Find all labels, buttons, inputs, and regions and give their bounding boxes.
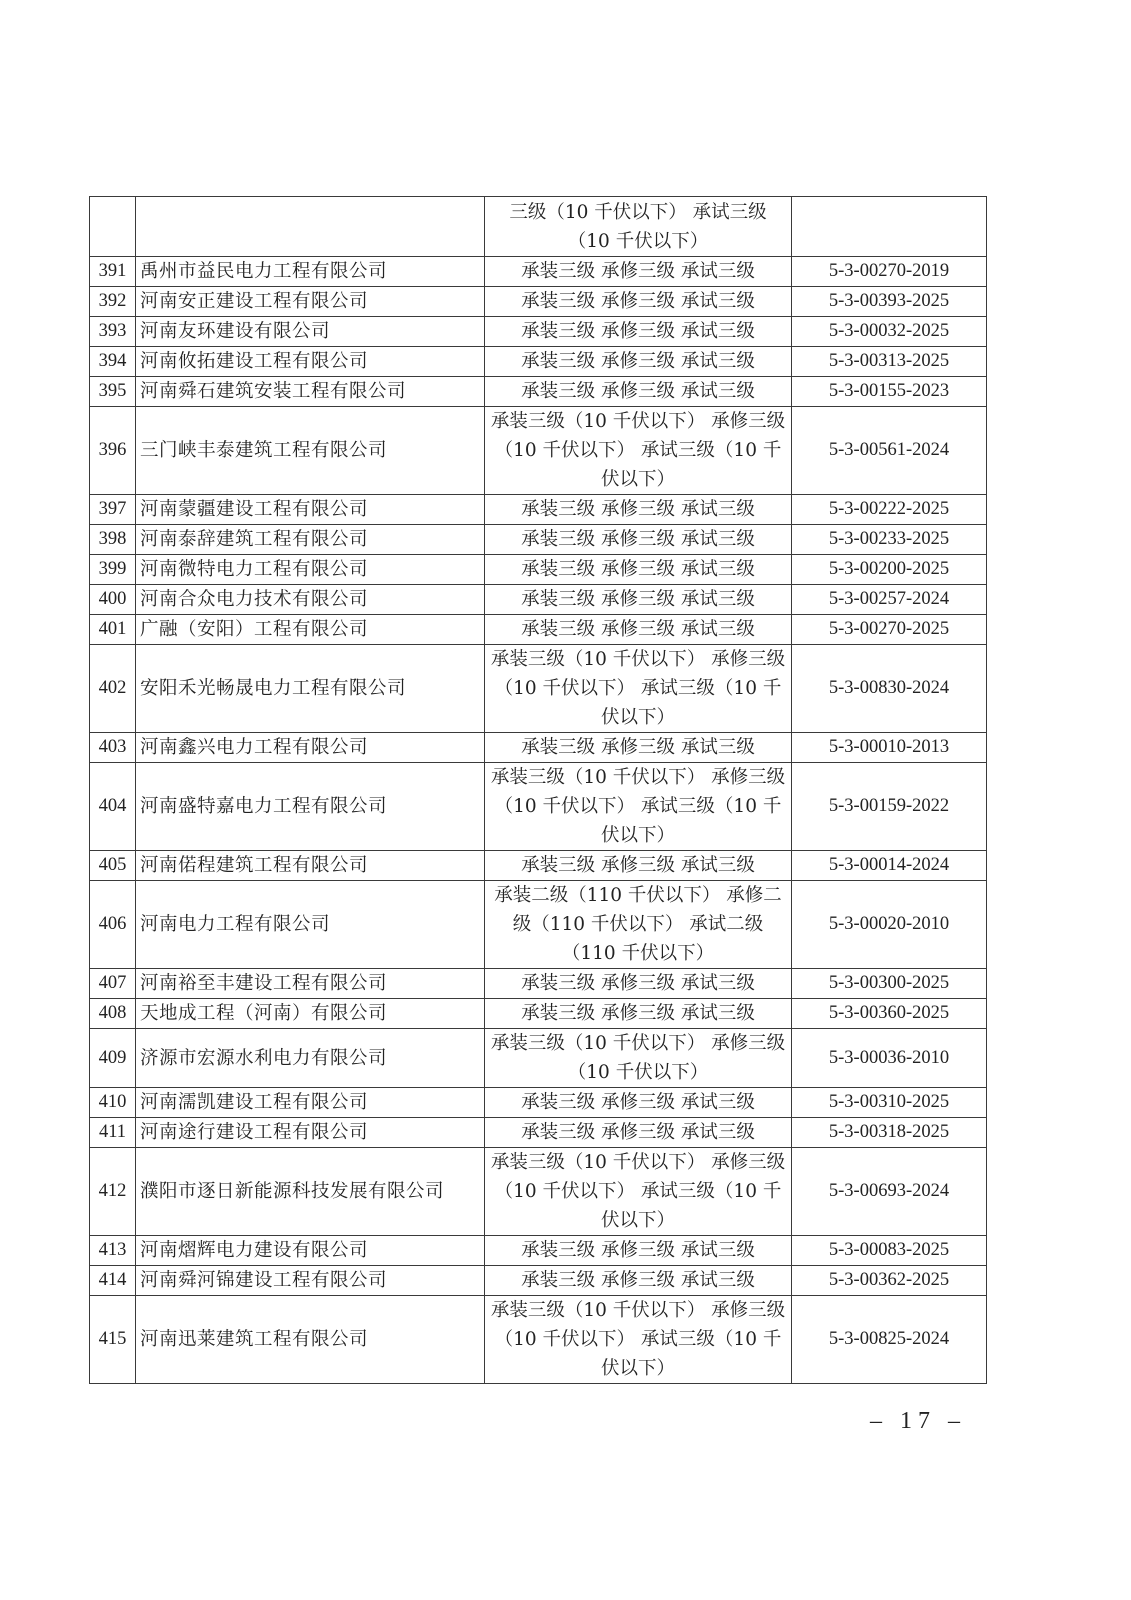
table-row (90, 347, 987, 377)
company-name-cell: 河南安正建设工程有限公司 (136, 287, 485, 317)
company-name-cell: 河南盛特嘉电力工程有限公司 (136, 763, 485, 851)
company-name-cell: 河南蒙疆建设工程有限公司 (136, 495, 485, 525)
company-name-cell: 河南熠辉电力建设有限公司 (136, 1236, 485, 1266)
qualification-grade-cell: 承装三级 承修三级 承试三级 (485, 615, 792, 645)
table-body (90, 197, 987, 1384)
row-number-cell: 410 (90, 1088, 136, 1118)
company-name-cell: 河南攸拓建设工程有限公司 (136, 347, 485, 377)
company-name-cell: 河南合众电力技术有限公司 (136, 585, 485, 615)
row-number-cell: 408 (90, 999, 136, 1029)
certificate-number-cell: 5-3-00693-2024 (792, 1148, 987, 1236)
certificate-number-cell: 5-3-00393-2025 (792, 287, 987, 317)
certificate-number-cell: 5-3-00032-2025 (792, 317, 987, 347)
table-row (90, 615, 987, 645)
company-name-cell: 河南鑫兴电力工程有限公司 (136, 733, 485, 763)
qualification-grade-cell: 承装三级 承修三级 承试三级 (485, 1266, 792, 1296)
row-number-cell: 413 (90, 1236, 136, 1266)
certificate-number-cell: 5-3-00233-2025 (792, 525, 987, 555)
row-number-cell: 392 (90, 287, 136, 317)
certificate-number-cell: 5-3-00083-2025 (792, 1236, 987, 1266)
certificate-number-cell (792, 197, 987, 257)
row-number-cell: 398 (90, 525, 136, 555)
certificate-number-cell: 5-3-00036-2010 (792, 1029, 987, 1088)
company-name-cell: 河南迅莱建筑工程有限公司 (136, 1296, 485, 1384)
table-row (90, 377, 987, 407)
certificate-number-cell: 5-3-00313-2025 (792, 347, 987, 377)
certificate-number-cell: 5-3-00318-2025 (792, 1118, 987, 1148)
row-number-cell: 407 (90, 969, 136, 999)
qualification-grade-cell: 承装二级（110 千伏以下） 承修二级（110 千伏以下） 承试二级（110 千伏以下） (485, 881, 792, 969)
qualification-grade-cell: 承装三级（10 千伏以下） 承修三级（10 千伏以下） 承试三级（10 千伏以下） (485, 645, 792, 733)
row-number-cell: 414 (90, 1266, 136, 1296)
table-row (90, 1148, 987, 1236)
table-row (90, 287, 987, 317)
certificate-number-cell: 5-3-00222-2025 (792, 495, 987, 525)
table-row (90, 585, 987, 615)
row-number-cell: 411 (90, 1118, 136, 1148)
company-name-cell: 河南泰辞建筑工程有限公司 (136, 525, 485, 555)
table-row (90, 1296, 987, 1384)
qualification-grade-cell: 承装三级 承修三级 承试三级 (485, 347, 792, 377)
qualification-grade-cell: 承装三级 承修三级 承试三级 (485, 257, 792, 287)
company-name-cell (136, 197, 485, 257)
row-number-cell: 394 (90, 347, 136, 377)
company-name-cell: 河南舜石建筑安装工程有限公司 (136, 377, 485, 407)
certificate-number-cell: 5-3-00200-2025 (792, 555, 987, 585)
certificate-number-cell: 5-3-00561-2024 (792, 407, 987, 495)
row-number-cell: 403 (90, 733, 136, 763)
qualification-grade-cell: 承装三级 承修三级 承试三级 (485, 1236, 792, 1266)
qualification-grade-cell: 承装三级 承修三级 承试三级 (485, 999, 792, 1029)
row-number-cell: 397 (90, 495, 136, 525)
qualification-grade-cell: 承装三级 承修三级 承试三级 (485, 733, 792, 763)
qualification-grade-cell: 承装三级 承修三级 承试三级 (485, 287, 792, 317)
certificate-number-cell: 5-3-00159-2022 (792, 763, 987, 851)
certificate-number-cell: 5-3-00014-2024 (792, 851, 987, 881)
row-number-cell: 391 (90, 257, 136, 287)
row-number-cell: 402 (90, 645, 136, 733)
qualification-grade-cell: 承装三级（10 千伏以下） 承修三级（10 千伏以下） 承试三级（10 千伏以下） (485, 407, 792, 495)
company-name-cell: 河南微特电力工程有限公司 (136, 555, 485, 585)
row-number-cell: 412 (90, 1148, 136, 1236)
row-number-cell: 399 (90, 555, 136, 585)
row-number-cell (90, 197, 136, 257)
row-number-cell: 406 (90, 881, 136, 969)
certificate-number-cell: 5-3-00257-2024 (792, 585, 987, 615)
company-name-cell: 广融（安阳）工程有限公司 (136, 615, 485, 645)
certificate-number-cell: 5-3-00270-2025 (792, 615, 987, 645)
row-number-cell: 409 (90, 1029, 136, 1088)
row-number-cell: 405 (90, 851, 136, 881)
table-row (90, 1236, 987, 1266)
row-number-cell: 395 (90, 377, 136, 407)
table-row (90, 881, 987, 969)
company-name-cell: 濮阳市逐日新能源科技发展有限公司 (136, 1148, 485, 1236)
qualification-grade-cell: 承装三级 承修三级 承试三级 (485, 317, 792, 347)
table-row (90, 525, 987, 555)
company-name-cell: 济源市宏源水利电力有限公司 (136, 1029, 485, 1088)
company-name-cell: 河南濡凯建设工程有限公司 (136, 1088, 485, 1118)
table-row (90, 999, 987, 1029)
table-row-continuation (90, 197, 987, 257)
certificate-number-cell: 5-3-00830-2024 (792, 645, 987, 733)
table-row (90, 1088, 987, 1118)
table-row (90, 763, 987, 851)
certificate-number-cell: 5-3-00360-2025 (792, 999, 987, 1029)
certificate-number-cell: 5-3-00155-2023 (792, 377, 987, 407)
qualification-grade-cell: 承装三级（10 千伏以下） 承修三级（10 千伏以下） 承试三级（10 千伏以下） (485, 763, 792, 851)
certificate-number-cell: 5-3-00300-2025 (792, 969, 987, 999)
table-row (90, 733, 987, 763)
table-row (90, 1266, 987, 1296)
table-row (90, 317, 987, 347)
qualification-grade-cell: 承装三级（10 千伏以下） 承修三级（10 千伏以下） 承试三级（10 千伏以下） (485, 1148, 792, 1236)
table-row (90, 257, 987, 287)
row-number-cell: 400 (90, 585, 136, 615)
company-name-cell: 河南裕至丰建设工程有限公司 (136, 969, 485, 999)
company-name-cell: 禹州市益民电力工程有限公司 (136, 257, 485, 287)
company-name-cell: 河南途行建设工程有限公司 (136, 1118, 485, 1148)
qualification-grade-cell: 承装三级 承修三级 承试三级 (485, 585, 792, 615)
qualification-grade-cell: 承装三级 承修三级 承试三级 (485, 1118, 792, 1148)
table-row (90, 645, 987, 733)
table-row (90, 851, 987, 881)
company-name-cell: 河南友环建设有限公司 (136, 317, 485, 347)
row-number-cell: 401 (90, 615, 136, 645)
qualification-grade-cell: 承装三级 承修三级 承试三级 (485, 555, 792, 585)
company-name-cell: 三门峡丰泰建筑工程有限公司 (136, 407, 485, 495)
table-row (90, 407, 987, 495)
qualification-grade-cell: 承装三级 承修三级 承试三级 (485, 495, 792, 525)
certificate-number-cell: 5-3-00010-2013 (792, 733, 987, 763)
table-row (90, 495, 987, 525)
row-number-cell: 404 (90, 763, 136, 851)
company-name-cell: 天地成工程（河南）有限公司 (136, 999, 485, 1029)
table-row (90, 1118, 987, 1148)
qualification-grade-cell: 三级（10 千伏以下） 承试三级（10 千伏以下） (485, 197, 792, 257)
qualification-grade-cell: 承装三级（10 千伏以下） 承修三级（10 千伏以下） (485, 1029, 792, 1088)
page-number: – 17 – (870, 1408, 966, 1434)
qualification-grade-cell: 承装三级 承修三级 承试三级 (485, 851, 792, 881)
row-number-cell: 396 (90, 407, 136, 495)
table-row (90, 555, 987, 585)
qualification-grade-cell: 承装三级（10 千伏以下） 承修三级（10 千伏以下） 承试三级（10 千伏以下） (485, 1296, 792, 1384)
qualification-grade-cell: 承装三级 承修三级 承试三级 (485, 1088, 792, 1118)
certificate-number-cell: 5-3-00362-2025 (792, 1266, 987, 1296)
qualification-grade-cell: 承装三级 承修三级 承试三级 (485, 969, 792, 999)
certificate-number-cell: 5-3-00270-2019 (792, 257, 987, 287)
table-row (90, 969, 987, 999)
company-name-cell: 河南舜河锦建设工程有限公司 (136, 1266, 485, 1296)
company-name-cell: 安阳禾光畅晟电力工程有限公司 (136, 645, 485, 733)
qualification-grade-cell: 承装三级 承修三级 承试三级 (485, 525, 792, 555)
company-name-cell: 河南偌程建筑工程有限公司 (136, 851, 485, 881)
certificate-number-cell: 5-3-00020-2010 (792, 881, 987, 969)
row-number-cell: 415 (90, 1296, 136, 1384)
company-name-cell: 河南电力工程有限公司 (136, 881, 485, 969)
licensee-table (89, 196, 987, 1384)
table-row (90, 1029, 987, 1088)
certificate-number-cell: 5-3-00310-2025 (792, 1088, 987, 1118)
qualification-grade-cell: 承装三级 承修三级 承试三级 (485, 377, 792, 407)
certificate-number-cell: 5-3-00825-2024 (792, 1296, 987, 1384)
row-number-cell: 393 (90, 317, 136, 347)
